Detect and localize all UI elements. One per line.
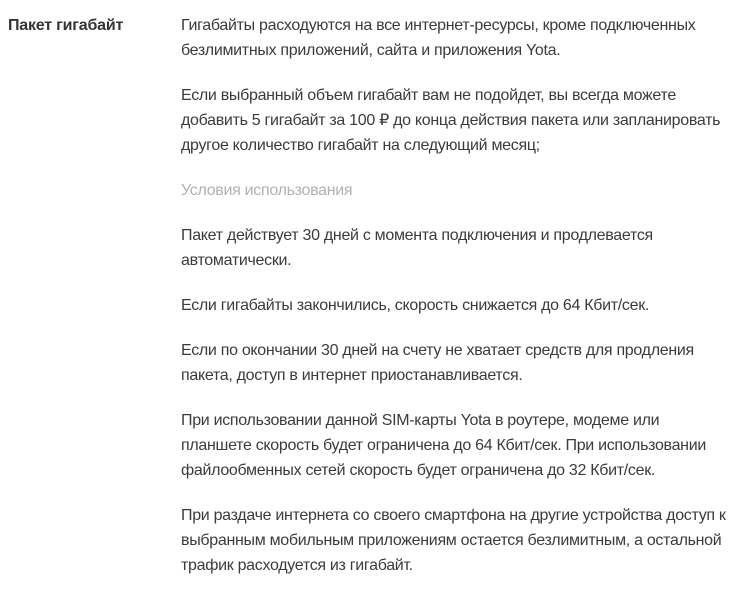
paragraph-speed-after-limit: Если гигабайты закончились, скорость снижается до 64 Кбит/сек. — [181, 297, 650, 314]
section-title: Пакет гигабайт — [8, 17, 124, 34]
paragraph-traffic-usage: Гигабайты расходуются на все интернет-ресурсы, кроме подключенных безлимитных приложений, сайта и приложения Yota. — [181, 17, 696, 59]
section-title-column — [8, 13, 181, 598]
paragraph-package-duration: Пакет действует 30 дней с момента подключения и продлевается автоматически. — [181, 227, 653, 269]
paragraph-insufficient-funds: Если по окончании 30 дней на счету не хватает средств для продления пакета, доступ в интернет приостанавливается. — [181, 342, 694, 384]
paragraph-tethering: При раздаче интернета со своего смартфона на другие устройства доступ к выбранным мобильным приложениям остается безлимитным, а остальной трафик расходуется из гигабайт. — [181, 507, 726, 574]
paragraph-add-gigabytes: Если выбранный объем гигабайт вам не подойдет, вы всегда можете добавить 5 гигабайт за 100 ₽ до конца действия пакета или запланировать другое количество гигабайт на следующий месяц; — [181, 87, 721, 154]
paragraph-sim-in-router: При использовании данной SIM-карты Yota в роутере, модеме или планшете скорость будет ограничена до 64 Кбит/сек. При использовании файлообменных сетей скорость будет ограничена до 32 Кбит/сек. — [181, 412, 706, 479]
subheading-terms-of-use: Условия использования — [181, 182, 353, 199]
section-content-column — [181, 13, 727, 598]
